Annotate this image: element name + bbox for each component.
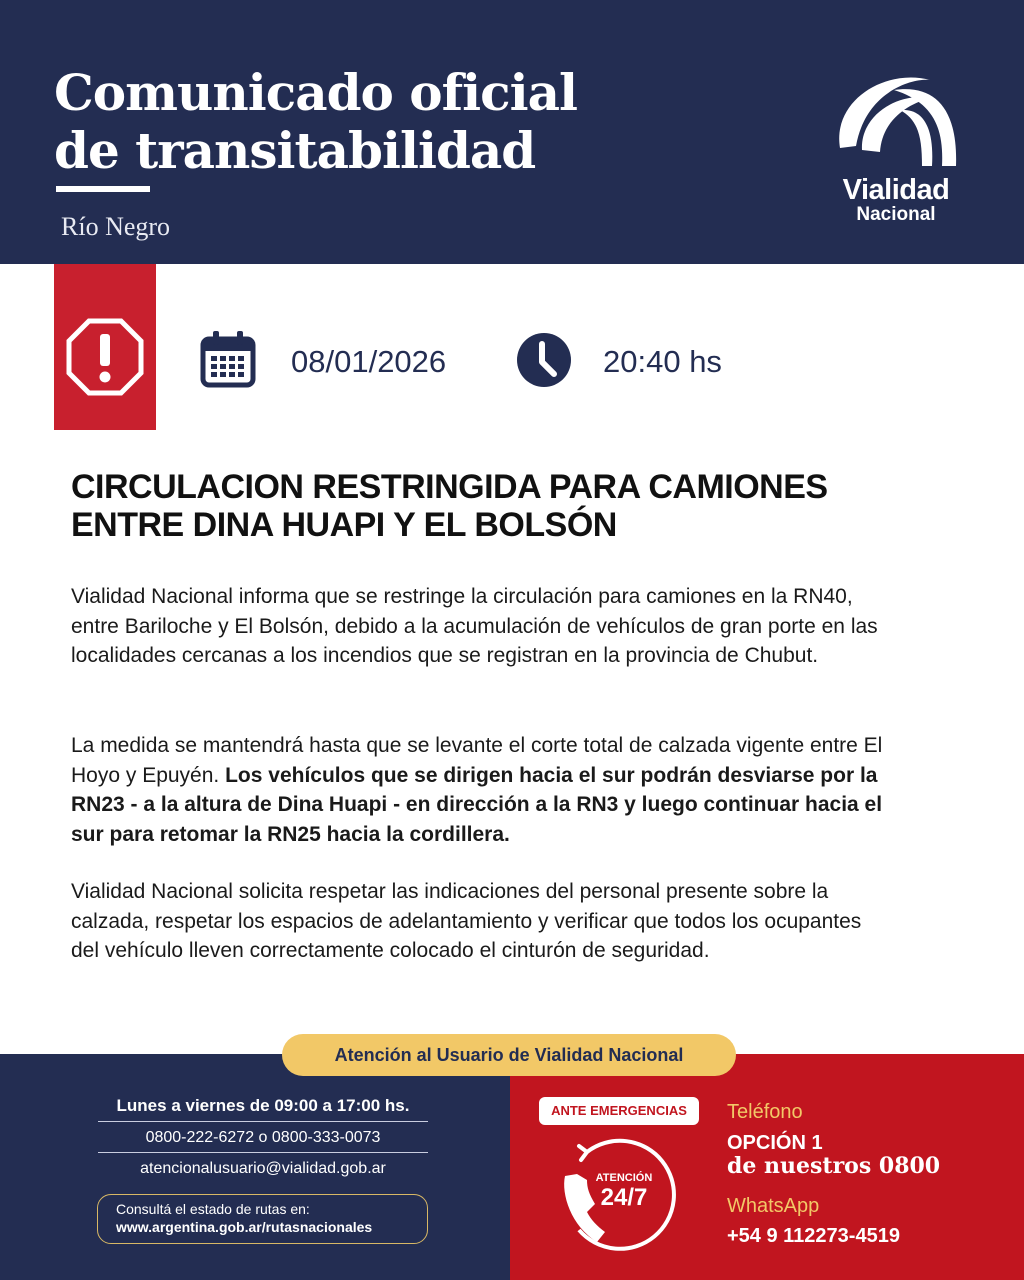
vialidad-logo: [826, 70, 966, 230]
paragraph-2: [71, 731, 891, 849]
attention-hours: 24/7: [600, 1184, 648, 1211]
paragraph-1: Vialidad Nacional informa que se restringe la circulación para camiones en la RN40, entre Bariloche y El Bolsón, debido a la acumulación de vehículos de gran porte en las localidades cercanas a los incendios que se registran en la provincia de Chubut.: [71, 585, 878, 667]
header-banner: [0, 0, 1024, 264]
warning-octagon-icon: [66, 318, 144, 396]
paragraph-2-bold-text: Los vehículos que se dirigen hacia el sur podrán desviarse por la RN23 - a la altura de Dina Huapi - en dirección a la RN3 y luego continuar hacia el sur para retomar la RN25 hacia la cordillera.: [71, 763, 883, 846]
paragraph-3: Vialidad Nacional solicita respetar las indicaciones del personal presente sobre la calzada, respetar los espacios de adelantamiento y verificar que todos los ocupantes del vehículo lleven correctamente colocado el cinturón de seguridad.: [71, 880, 862, 962]
alert-marker: [54, 264, 156, 430]
office-hours: Lunes a viernes de 09:00 a 17:00 hs.: [116, 1096, 410, 1115]
clock-icon: [516, 332, 572, 388]
footer-divider: [98, 1152, 428, 1153]
notice-headline: [71, 468, 931, 544]
contact-phones[interactable]: 0800-222-6272 o 0800-333-0073: [145, 1129, 381, 1146]
contact-email[interactable]: atencionalusuario@vialidad.gob.ar: [140, 1160, 386, 1177]
routes-link[interactable]: www.argentina.gob.ar/rutasnacionales: [116, 1219, 373, 1235]
attention-label: ATENCIÓN: [595, 1172, 653, 1184]
footer-divider: [98, 1121, 428, 1122]
routes-status-box: [97, 1194, 428, 1244]
road-logo-icon: [826, 70, 966, 180]
logo-text-vialidad: Vialidad: [842, 174, 950, 206]
region-label: Río Negro: [61, 212, 171, 241]
emergency-badge: ANTE EMERGENCIAS: [539, 1097, 699, 1125]
headline-line-1: CIRCULACION RESTRINGIDA PARA CAMIONES: [71, 468, 828, 506]
title-underline: [56, 186, 150, 192]
title-line-1: Comunicado oficial: [54, 63, 577, 122]
notice-time: 20:40 hs: [603, 344, 722, 379]
notice-date: 08/01/2026: [291, 344, 447, 379]
calendar-icon: [200, 330, 256, 388]
whatsapp-label: WhatsApp: [727, 1195, 820, 1217]
phone-option: OPCIÓN 1: [727, 1132, 823, 1154]
paragraph-2-text: La medida se mantendrá hasta que se levante el corte total de calzada vigente entre El Hoyo y Epuyén.: [71, 734, 883, 787]
page-title: [54, 64, 614, 180]
title-line-2: de transitabilidad: [54, 121, 536, 180]
logo-text-nacional: Nacional: [856, 204, 936, 225]
phone-label: Teléfono: [727, 1101, 803, 1123]
phone-option-detail: de nuestros 0800: [727, 1153, 941, 1179]
routes-label: Consultá el estado de rutas en:: [116, 1201, 310, 1217]
whatsapp-number[interactable]: +54 9 112273-4519: [727, 1225, 900, 1247]
headline-line-2: ENTRE DINA HUAPI Y EL BOLSÓN: [71, 506, 617, 544]
footer-banner: Atención al Usuario de Vialidad Nacional: [282, 1034, 736, 1076]
